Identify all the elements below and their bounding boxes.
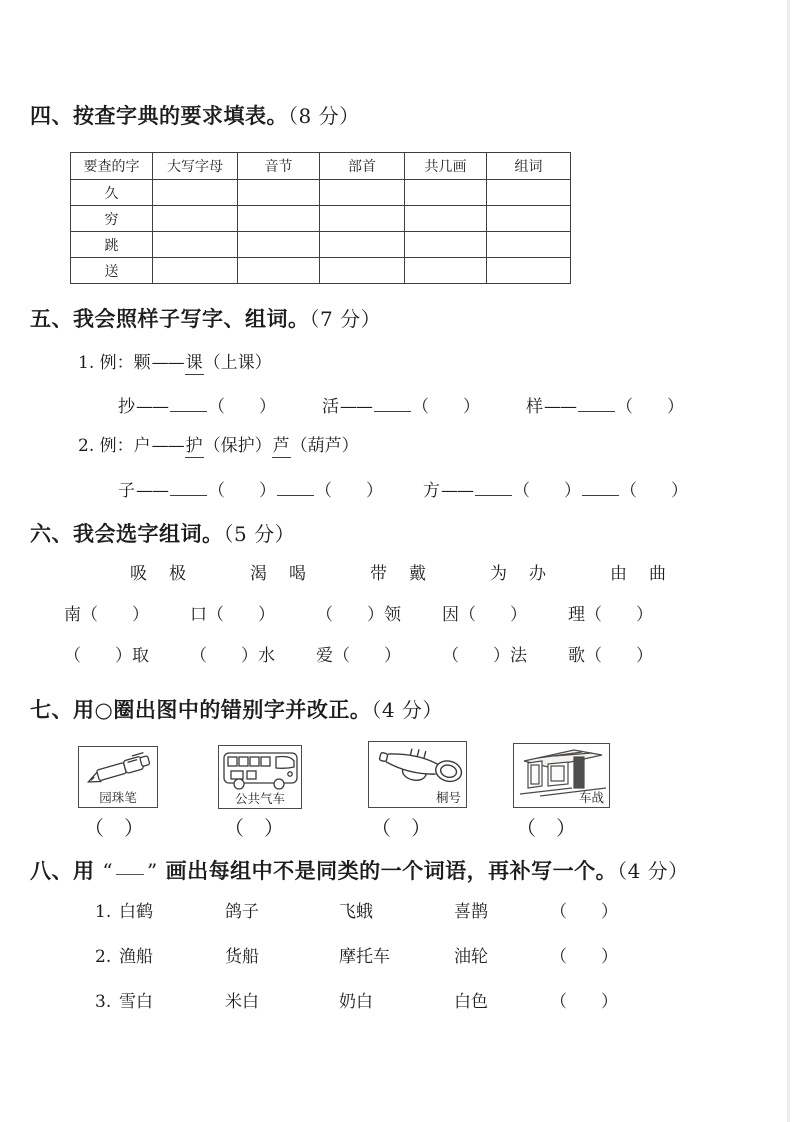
section5-title-text: 五、我会照样子写字、组词。 xyxy=(30,307,310,331)
example-line-1 xyxy=(78,348,272,375)
row-number: 2. xyxy=(95,947,112,967)
row-number: 1. xyxy=(95,902,112,922)
odd-one-out-row-3 xyxy=(95,987,618,1012)
bank-char: 带 xyxy=(370,564,387,584)
write-blank xyxy=(578,409,615,412)
odd-one-out-row-2 xyxy=(95,942,618,967)
bank-char: 办 xyxy=(529,564,546,584)
dash: —— xyxy=(151,353,184,373)
choose-item: 歌（ ） xyxy=(568,646,653,666)
empty-cell xyxy=(153,206,238,232)
bank-char: 渴 xyxy=(250,564,267,584)
dash: —— xyxy=(136,397,168,417)
empty-cell xyxy=(320,180,405,206)
choose-char-row-2 xyxy=(64,641,653,666)
bank-char: 由 xyxy=(610,564,627,584)
answer-parens: （ ） xyxy=(550,992,618,1012)
table-header-row xyxy=(71,153,571,180)
picture-label: 园珠笔 xyxy=(99,790,137,805)
empty-cell xyxy=(238,232,320,258)
picture-box-pen xyxy=(78,746,158,808)
empty-cell xyxy=(238,258,320,284)
example2-underlined-char-2: 芦 xyxy=(272,431,291,458)
answer-line-2 xyxy=(118,476,688,501)
choose-item: 爱（ ） xyxy=(316,646,401,666)
empty-cell xyxy=(487,232,571,258)
answer-parens: （ ） xyxy=(620,481,688,501)
empty-cell xyxy=(487,206,571,232)
word-bank-pair xyxy=(370,559,426,584)
word-bank-pair xyxy=(490,559,546,584)
section8-title-pre: 八、用 xyxy=(30,859,95,883)
header-make-word: 组词 xyxy=(487,153,571,180)
empty-cell xyxy=(405,206,487,232)
dash: —— xyxy=(544,397,576,417)
word-bank-pair xyxy=(250,559,306,584)
header-char-to-look-up: 要查的字 xyxy=(71,153,153,180)
choose-item: 口（ ） xyxy=(190,605,275,625)
example1-pre: 1. 例：颗 xyxy=(78,353,151,373)
header-syllable: 音节 xyxy=(238,153,320,180)
choose-item: （ ）领 xyxy=(316,605,401,625)
picture-label: 公共气车 xyxy=(234,791,285,806)
empty-cell xyxy=(487,180,571,206)
section7-title-text: 七、用○圈出图中的错别字并改正。 xyxy=(30,698,372,722)
example1-underlined-char: 课 xyxy=(185,348,204,375)
word: 雪白 xyxy=(119,992,153,1012)
answer-parens: （ ） xyxy=(616,397,684,417)
section6-title-text: 六、我会选字组词。 xyxy=(30,522,224,546)
table-row xyxy=(71,206,571,232)
dash: —— xyxy=(340,397,372,417)
bank-char: 极 xyxy=(169,564,186,584)
choose-item: 南（ ） xyxy=(64,605,149,625)
word-bank-pair xyxy=(610,559,666,584)
answer-line-1 xyxy=(118,392,684,417)
fill-group xyxy=(118,392,276,417)
row-char: 送 xyxy=(71,258,153,284)
empty-cell xyxy=(405,232,487,258)
section4-title xyxy=(30,100,360,130)
dictionary-lookup-table xyxy=(70,152,571,284)
write-blank xyxy=(475,493,512,496)
correction-parens: （ ） xyxy=(84,816,144,840)
word: 米白 xyxy=(225,992,259,1012)
correction-parens: （ ） xyxy=(516,816,576,840)
word: 油轮 xyxy=(454,947,488,967)
dash: —— xyxy=(441,481,473,501)
correction-parens: （ ） xyxy=(371,816,431,840)
row-number: 3. xyxy=(95,992,112,1012)
table-row xyxy=(71,232,571,258)
write-blank xyxy=(170,493,207,496)
empty-cell xyxy=(320,258,405,284)
base-char: 子 xyxy=(118,481,135,501)
correction-parens: （ ） xyxy=(224,816,284,840)
picture-box-bus-stop xyxy=(513,743,610,808)
section6-title xyxy=(30,518,295,548)
write-blank xyxy=(277,493,314,496)
section5-score: （7 分） xyxy=(309,307,382,331)
empty-cell xyxy=(238,180,320,206)
section8-score: （4 分） xyxy=(617,859,689,883)
answer-parens: （ ） xyxy=(550,947,618,967)
answer-parens: （ ） xyxy=(208,481,276,501)
example2-word-2: （葫芦） xyxy=(290,436,359,456)
empty-cell xyxy=(153,232,238,258)
picture-box-trumpet xyxy=(368,741,467,808)
word-bank-pair xyxy=(130,559,186,584)
base-char: 活 xyxy=(322,397,339,417)
section8-title-post: 画出每组中不是同类的一个词语，再补写一个。 xyxy=(165,859,618,883)
word: 货船 xyxy=(225,947,259,967)
base-char: 方 xyxy=(423,481,440,501)
word: 白色 xyxy=(454,992,488,1012)
section4-score: （8 分） xyxy=(288,104,360,128)
bank-char: 为 xyxy=(490,564,507,584)
answer-parens: （ ） xyxy=(208,397,276,417)
section5-title xyxy=(30,303,381,333)
fill-group xyxy=(423,476,688,501)
section7-score: （4 分） xyxy=(371,698,443,722)
write-blank xyxy=(582,493,619,496)
quote-open: “ xyxy=(102,859,114,883)
ballpoint-pen-icon xyxy=(79,747,159,791)
row-char: 久 xyxy=(71,180,153,206)
example-line-2 xyxy=(78,431,359,458)
empty-cell xyxy=(405,180,487,206)
answer-parens: （ ） xyxy=(513,481,581,501)
empty-cell xyxy=(487,258,571,284)
picture-box-bus xyxy=(218,745,302,809)
choose-char-row-1 xyxy=(64,600,653,625)
row-char: 跳 xyxy=(71,232,153,258)
word: 奶白 xyxy=(339,992,373,1012)
empty-cell xyxy=(238,206,320,232)
empty-cell xyxy=(320,232,405,258)
row-char: 穷 xyxy=(71,206,153,232)
word: 喜鹊 xyxy=(454,902,488,922)
section7-title xyxy=(30,694,443,724)
empty-cell xyxy=(153,180,238,206)
bank-char: 喝 xyxy=(289,564,306,584)
answer-parens: （ ） xyxy=(412,397,480,417)
choose-item: 理（ ） xyxy=(568,605,653,625)
word: 渔船 xyxy=(119,947,153,967)
bank-char: 曲 xyxy=(649,564,666,584)
word-bank xyxy=(130,559,666,584)
dash: —— xyxy=(151,436,184,456)
example2-underlined-char-1: 护 xyxy=(185,431,204,458)
bank-char: 吸 xyxy=(130,564,147,584)
choose-item: 因（ ） xyxy=(442,605,527,625)
scan-edge-artifact xyxy=(787,0,790,1122)
dash: —— xyxy=(136,481,168,501)
choose-item: （ ）取 xyxy=(64,646,149,666)
table-row xyxy=(71,180,571,206)
fill-group xyxy=(118,476,383,501)
table-row xyxy=(71,258,571,284)
empty-cell xyxy=(405,258,487,284)
answer-parens: （ ） xyxy=(315,481,383,501)
base-char: 样 xyxy=(526,397,543,417)
header-stroke-count: 共几画 xyxy=(405,153,487,180)
word: 飞蛾 xyxy=(339,902,373,922)
bank-char: 戴 xyxy=(409,564,426,584)
picture-label: 车战 xyxy=(578,790,604,805)
header-capital-letter: 大写字母 xyxy=(153,153,238,180)
answer-parens: （ ） xyxy=(550,902,618,922)
word: 白鹤 xyxy=(119,902,153,922)
word: 摩托车 xyxy=(339,947,390,967)
write-blank xyxy=(170,409,207,412)
write-blank xyxy=(374,409,411,412)
quote-close: ” xyxy=(147,859,158,883)
base-char: 抄 xyxy=(118,397,135,417)
choose-item: （ ）水 xyxy=(190,646,275,666)
odd-one-out-row-1 xyxy=(95,897,618,922)
picture-label: 桐号 xyxy=(435,790,461,805)
fill-group xyxy=(322,392,480,417)
header-radical: 部首 xyxy=(320,153,405,180)
bus-icon xyxy=(219,746,303,792)
example2-pre: 2. 例：户 xyxy=(78,436,151,456)
example1-word: （上课） xyxy=(203,353,272,373)
word: 鸽子 xyxy=(225,902,259,922)
fill-group xyxy=(526,392,684,417)
empty-cell xyxy=(153,258,238,284)
section6-score: （5 分） xyxy=(223,522,296,546)
example2-word-1: （保护） xyxy=(203,436,272,456)
underline-mark-blank xyxy=(116,872,144,875)
choose-item: （ ）法 xyxy=(442,646,527,666)
section4-title-text: 四、按查字典的要求填表。 xyxy=(30,104,288,128)
section8-title xyxy=(30,855,689,885)
empty-cell xyxy=(320,206,405,232)
